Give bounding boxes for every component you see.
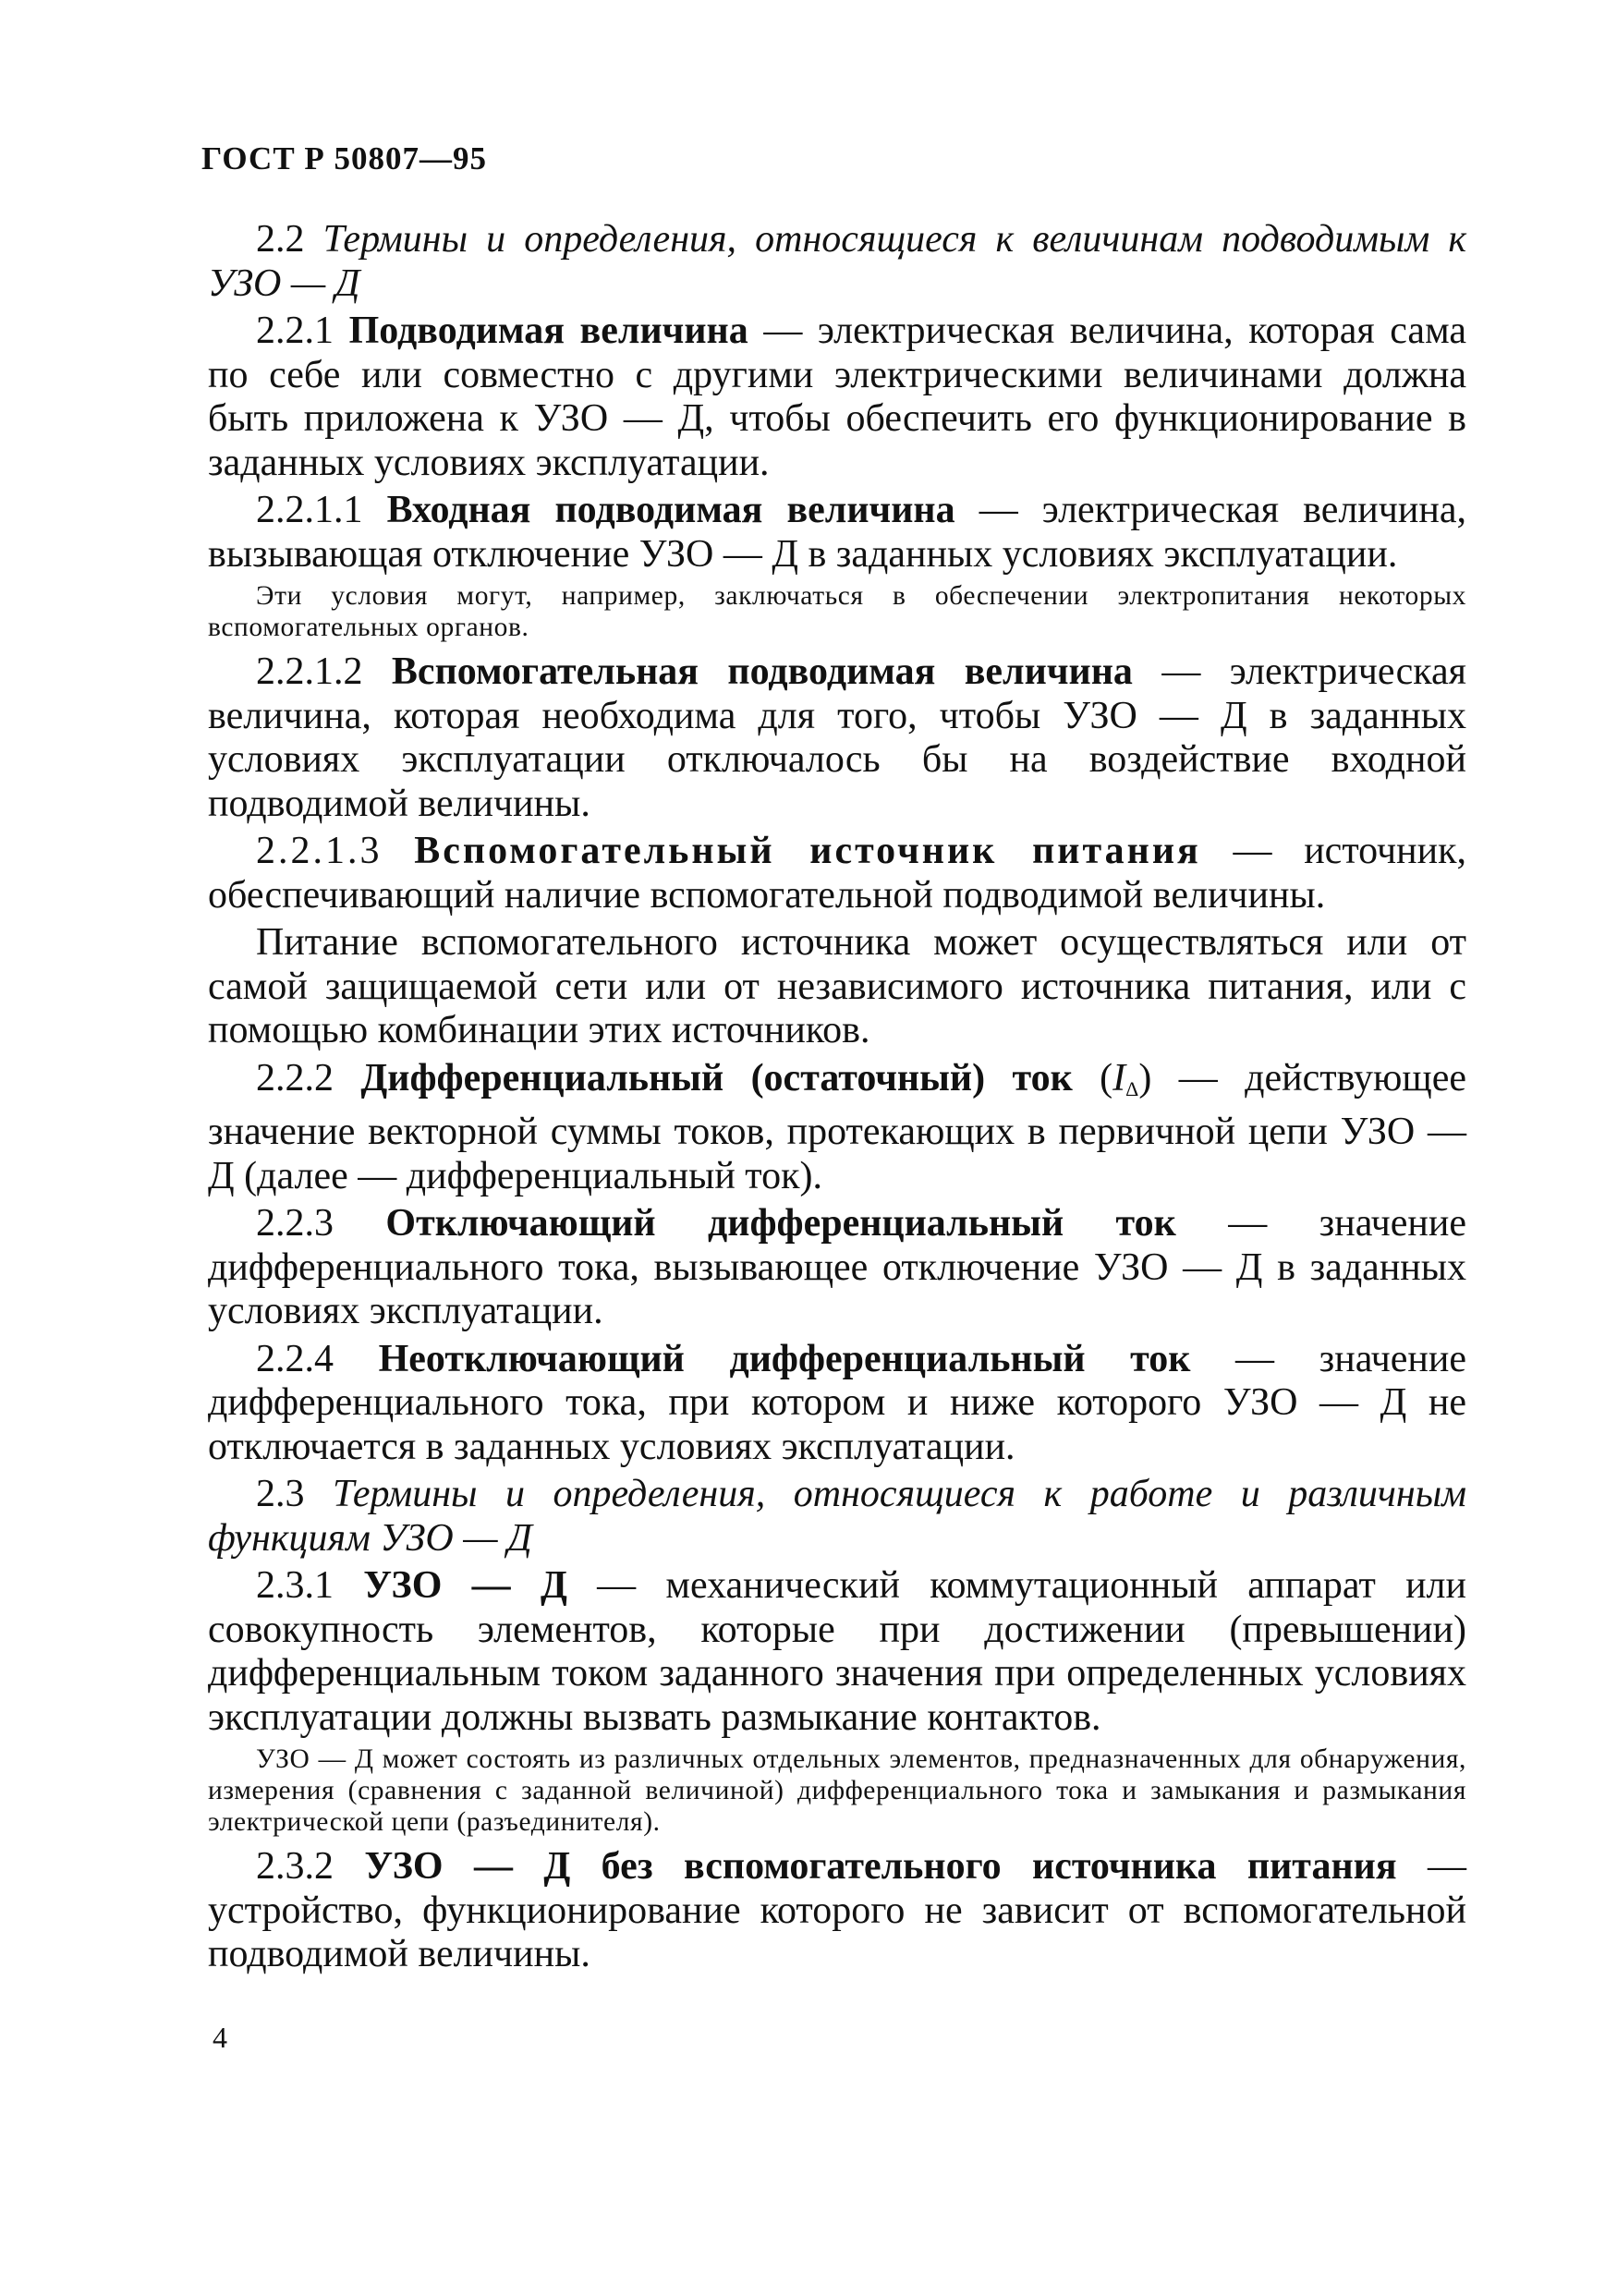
section-title: Термины и определения, относящиеся к работе и различным функциям УЗО — Д <box>208 1473 1466 1560</box>
definition-text: — действующее значение векторной суммы токов, протекающих в первичной цепи УЗО — Д (далее — дифференциальный ток). <box>208 1056 1466 1197</box>
item-number: 2.2.1.1 <box>256 489 363 531</box>
item-number: 2.3.1 <box>256 1564 334 1607</box>
definition-2-2-1-2 <box>208 650 1466 826</box>
definition-2-2-1-1 <box>208 489 1466 577</box>
document-header: ГОСТ Р 50807—95 <box>201 140 488 176</box>
current-symbol: $(I_\Delta)$ <box>1100 1056 1152 1100</box>
section-number: 2.3 <box>256 1473 305 1515</box>
definition-text: — значение дифференциального тока, при котором и ниже которого УЗО — Д не отключается в заданных условиях эксплуатации. <box>208 1337 1467 1468</box>
definition-2-2-1-3 <box>208 830 1466 917</box>
item-number: 2.2.1 <box>256 310 334 352</box>
definition-text: — значение дифференциального тока, вызывающее отключение УЗО — Д в заданных условиях эксплуатации. <box>208 1202 1467 1332</box>
term: УЗО — Д <box>363 1564 567 1607</box>
item-number: 2.3.2 <box>256 1845 334 1888</box>
definition-2-3-1 <box>208 1564 1466 1740</box>
item-number: 2.2.3 <box>256 1202 334 1245</box>
term: УЗО — Д без вспомогательного источника питания <box>364 1845 1397 1888</box>
term: Вспомогательная подводимая величина <box>391 650 1133 693</box>
paragraph-2-2-1-3: Питание вспомогательного источника может осуществляться или от самой защищаемой сети или от независимого источника питания, или с помощью комбинации этих источников. <box>208 921 1466 1051</box>
definition-text: — электрическая величина, которая сама по себе или совместно с другими электрическими величинами должна быть приложена к УЗО — Д, чтобы обеспечить его функционирование в заданных условиях эксплуатации. <box>208 310 1467 484</box>
definition-2-2-2 <box>208 1057 1466 1199</box>
page-number: 4 <box>213 2021 227 2054</box>
term: Входная подводимая величина <box>386 489 955 531</box>
item-number: 2.2.1.3 <box>256 830 383 872</box>
section-title: Термины и определения, относящиеся к величинам подводимым к УЗО — Д <box>208 218 1466 305</box>
section-heading-2-3 <box>208 1473 1466 1561</box>
item-number: 2.2.4 <box>256 1337 334 1380</box>
item-number: 2.2.1.2 <box>256 650 363 693</box>
document-body <box>208 218 1466 1981</box>
term: Неотключающий дифференциальный ток <box>378 1337 1191 1380</box>
definition-text: — механический коммутационный аппарат или совокупность элементов, которые при достижении (превышении) дифференциальным током заданного значения при определенных условиях эксплуатации должны вызвать размыкание контактов. <box>208 1564 1466 1739</box>
note-2-2-1-1: Эти условия могут, например, заключаться в обеспечении электропитания некоторых вспомогательных органов. <box>208 581 1466 642</box>
section-number: 2.2 <box>256 218 305 261</box>
definition-text: — электрическая величина, которая необходима для того, чтобы УЗО — Д в заданных условиях эксплуатации отключалось бы на воздействие входной подводимой величины. <box>208 650 1466 825</box>
term: Отключающий дифференциальный ток <box>385 1202 1176 1245</box>
definition-2-2-4 <box>208 1338 1466 1470</box>
definition-2-2-1 <box>208 310 1466 485</box>
definition-text: — устройство, функционирование которого не зависит от вспомогательной подводимой величины. <box>208 1845 1466 1975</box>
note-2-3-1: УЗО — Д может состоять из различных отдельных элементов, предназначенных для обнаружения, измерения (сравнения с заданной величиной) дифференциального тока и замыкания и размыкания электрической цепи (разъединителя). <box>208 1744 1466 1837</box>
term: Вспомогательный источник питания <box>414 830 1201 872</box>
term: Дифференциальный (остаточный) ток <box>360 1056 1073 1099</box>
definition-2-3-2 <box>208 1845 1466 1977</box>
definition-text: — источник, обеспечивающий наличие вспомогательной подводимой величины. <box>208 830 1467 917</box>
definition-2-2-3 <box>208 1202 1466 1334</box>
definition-text: — электрическая величина, вызывающая отключение УЗО — Д в заданных условиях эксплуатации. <box>208 489 1466 576</box>
section-heading-2-2 <box>208 218 1466 306</box>
item-number: 2.2.2 <box>256 1056 334 1099</box>
term: Подводимая величина <box>348 310 748 352</box>
